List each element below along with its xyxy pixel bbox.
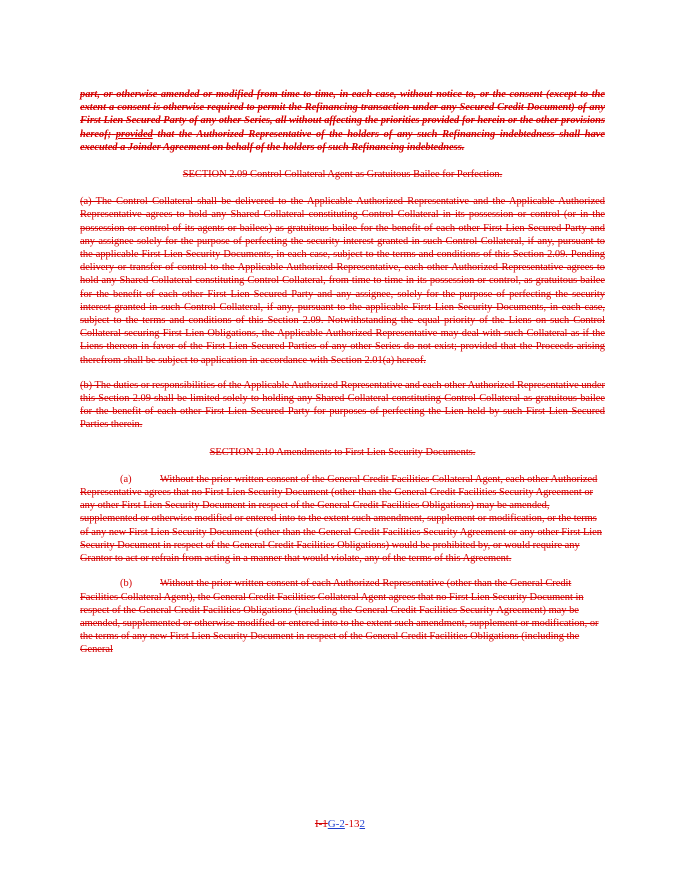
clause-label-a: (a)	[120, 473, 132, 485]
page-number-separator: -13	[344, 818, 360, 830]
paragraph-refinancing	[80, 88, 605, 154]
paragraph-2-09-a: (a) The Control Collateral shall be delivered to the Applicable Authorized Representative and the Applicable Authorized Representative agrees to hold any Shared Collateral constituting Control Collateral in its possession or control (or in the possession or control of its agents or bailees) as gratuitous bailee for the benefit of each other First Lien Secured Party and any assignee solely for the purpose of perfecting the security interest granted in such Control Collateral, if any, pursuant to the applicable First Lien Security Documents, in each case, subject to the terms and conditions of this Section 2.09. Pending delivery or transfer of control to the Applicable Authorized Representative, each other Authorized Representative agrees to hold any Shared Collateral constituting Control Collateral, from time to time in its possession or control, as gratuitous bailee for the benefit of each other First Lien Secured Party and any assignee, solely for the purpose of perfecting the security interest granted in such Control Collateral, if any, pursuant to the applicable First Lien Security Documents, in each case, subject to the terms and conditions of this Section 2.09. Notwithstanding the equal priority of the Liens on such Control Collateral securing First Lien Obligations, the Applicable Authorized Representative may deal with such Collateral as if the Liens thereon in favor of the First Lien Secured Parties of any other Series do not exist; provided that the Proceeds arising therefrom shall be subject to application in accordance with Section 2.01(a) hereof.	[80, 196, 605, 366]
page-number-inserted: G-2	[327, 818, 345, 830]
paragraph-2-09-b: (b) The duties or responsibilities of the Applicable Authorized Representative and each other Authorized Representative under this Section 2.09 shall be limited solely to holding any Shared Collateral constituting Control Collateral as gratuitous bailee for the benefit of each other First Lien Secured Party for purposes of perfecting the Lien held by such First Lien Secured Parties therein.	[80, 379, 605, 431]
document-body	[80, 88, 605, 657]
section-heading-2-09: SECTION 2.09 Control Collateral Agent as Gratuitous Bailee for Perfection.	[182, 169, 503, 181]
page-number-deleted: I-1	[314, 818, 328, 830]
page-number	[0, 818, 680, 830]
spacer	[80, 565, 605, 577]
clause-label-b: (b)	[120, 578, 133, 590]
paragraph-refinancing-text: part, or otherwise amended or modified from time to time, in each case, without notice to, or the consent (except to the extent a consent is otherwise required to permit the Refinancing transaction under any Secured Credit Document) of any First Lien Secured Party of any other Series, all without affecting the priorities provided for herein or the other provisions hereof;	[80, 89, 605, 140]
page-number-inserted-suffix: 2	[359, 818, 366, 830]
provided-term: provided	[115, 128, 153, 140]
section-heading-2-10: SECTION 2.10 Amendments to First Lien Security Documents.	[209, 446, 476, 458]
paragraph-2-10-b	[80, 577, 605, 656]
paragraph-refinancing-end: that the Authorized Representative of the holders of any such Refinancing indebtedness shall have executed a Joinder Agreement on behalf of the holders of such Refinancing indebtedness.	[80, 128, 605, 153]
spacer	[80, 367, 605, 379]
paragraph-2-10-a	[80, 473, 605, 565]
paragraph-2-10-a-text: Without the prior written consent of the General Credit Facilities Collateral Agent, each other Authorized Representative agrees that no First Lien Security Document (other than the General Credit Facilities Security Agreement or any other First Lien Security Document in respect of the General Credit Facilities Obligations) may be amended, supplemented or otherwise modified or entered into to the extent such amendment, supplement or modification, or the terms of any new First Lien Security Document (other than the General Credit Facilities Security Agreement or any other First Lien Security Document in respect of the General Credit Facilities Obligations) would be prohibited by, or would require any Grantor to act or refrain from acting in a manner that would violate, any of the terms of this Agreement.	[80, 473, 602, 565]
paragraph-2-10-b-text: Without the prior written consent of each Authorized Representative (other than the General Credit Facilities Collateral Agent), the General Credit Facilities Collateral Agent agrees that no First Lien Security Document in respect of the General Credit Facilities Obligations (including the General Credit Facilities Security Agreement) may be amended, supplemented or otherwise modified or entered into to the extent such amendment, supplement or modification, or the terms of any new First Lien Security Document in respect of the General Credit Facilities Obligations (including the General	[80, 578, 599, 656]
